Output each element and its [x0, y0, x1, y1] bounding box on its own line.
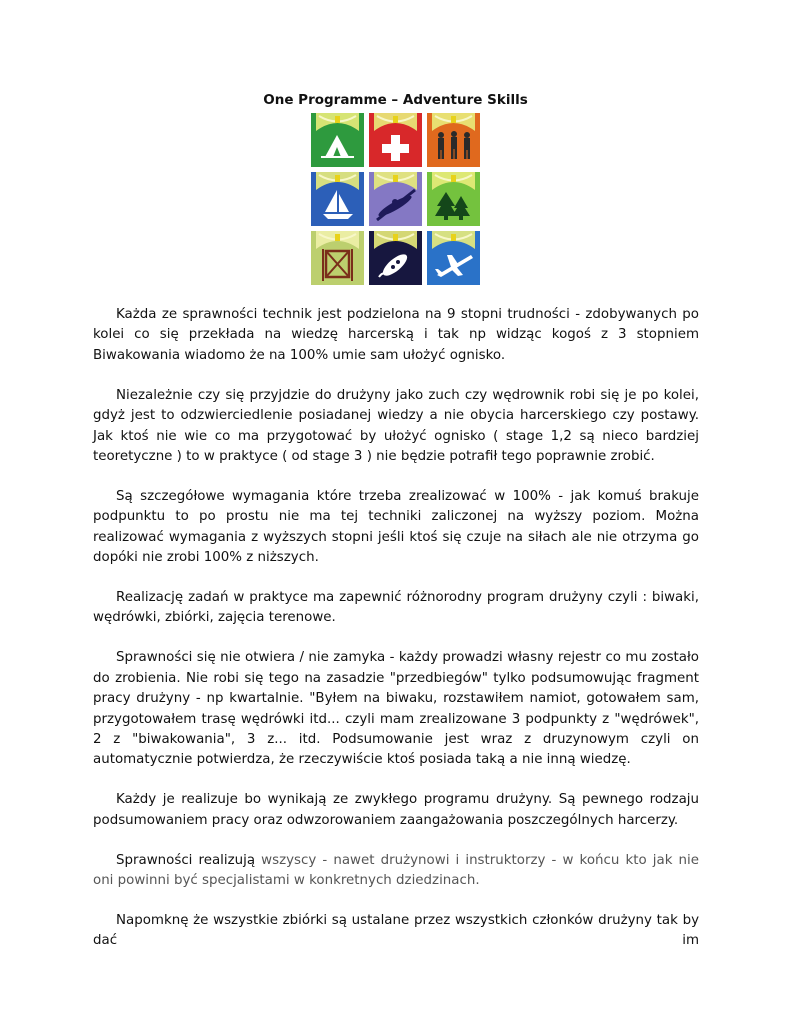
- airplane-icon: [427, 231, 480, 285]
- badge-sailing: [311, 172, 364, 226]
- paragraph-1: Każda ze sprawności technik jest podzielona na 9 stopni trudności - zdobywanych po kolei co się przekłada na wiedzę harcerską i tak np widząc kogoś z 3 stopniem Biwakowania wiadomo że na 100% umie sam ułożyć ognisko.: [93, 307, 699, 363]
- sailboat-icon: [311, 172, 364, 226]
- badge-emergencies: [369, 113, 422, 167]
- first-aid-cross-icon: [369, 113, 422, 167]
- kayak-icon: [369, 172, 422, 226]
- paragraph-6: Każdy je realizuje bo wynikają ze zwykłego programu drużyny. Są pewnego rodzaju podsumowaniem pracy oraz odwzorowaniem zaangażowania poszczególnych harcerzy.: [93, 792, 699, 828]
- rocket-icon: [369, 231, 422, 285]
- paragraph-8: Napomknę że wszystkie zbiórki są ustalane przez wszystkich członków drużyny tak by dać im: [93, 912, 699, 949]
- paragraph-7-lead: Sprawności realizują: [116, 852, 256, 868]
- badge-pioneering: [311, 231, 364, 285]
- badge-hiking-air: [427, 231, 480, 285]
- badge-paddling: [369, 172, 422, 226]
- badge-backwoods: [427, 172, 480, 226]
- badge-hillwalking: [427, 113, 480, 167]
- page-title: One Programme – Adventure Skills: [263, 92, 528, 108]
- adventure-skills-badge-grid: [311, 113, 480, 285]
- paragraph-3: Są szczegółowe wymagania które trzeba zrealizować w 100% - jak komuś brakuje podpunktu to po prostu nie ma tej techniki zaliczonej na wyższy poziom. Można realizować wymagania z wyższych stopni jeśli ktoś się czuje na siłach ale nie otrzyma go dopóki nie zrobi 100% z niższych.: [93, 488, 699, 566]
- paragraph-2: Niezależnie czy się przyjdzie do drużyny jako zuch czy wędrownik robi się je po kolei, gdyż jest to odzwierciedlenie posiadanej wiedzy a nie obycia harcerskiego czy postawy. Jak ktoś nie wie co ma przygotować by ułożyć ognisko ( stage 1,2 są nieco bardziej teoretyczne ) to w praktyce ( od stage 3 ) nie będzie potrafił tego poprawnie zrobić.: [93, 387, 699, 464]
- paragraph-7: [93, 851, 699, 892]
- badge-camping: [311, 113, 364, 167]
- lashed-frame-icon: [311, 231, 364, 285]
- hikers-icon: [427, 113, 480, 167]
- paragraph-4: Realizację zadań w praktyce ma zapewnić różnorodny program drużyny czyli : biwaki, wędrówki, zbiórki, zajęcia terenowe.: [93, 589, 699, 626]
- tent-icon: [311, 113, 364, 167]
- paragraph-5: Sprawności się nie otwiera / nie zamyka - każdy prowadzi własny rejestr co mu zostało do zrobienia. Nie robi się tego na zasadzie "przedbiegów" tylko podsumowując fragment pracy drużyny - np kwartalnie. "Byłem na biwaku, rozstawiłem namiot, gotowałem sam, przygotowałem trasę wędrówki itd... czyli mam zrealizowane 3 podpunkty z "wędrówek", 2 z "biwakowania", 3 z... itd. Podsumowanie jest wraz z druzynowym czyli on automatycznie potwierdza, że rzeczywiście ktoś posiada taką a nie inną wiedzę.: [93, 650, 699, 768]
- badge-air-activities: [369, 231, 422, 285]
- pine-trees-icon: [427, 172, 480, 226]
- paragraph-7-rest: wszyscy - nawet drużynowi i instruktorzy - w końcu kto jak nie oni powinni być specjalistami w konkretnych dziedzinach.: [93, 852, 700, 888]
- document-body: [93, 305, 699, 971]
